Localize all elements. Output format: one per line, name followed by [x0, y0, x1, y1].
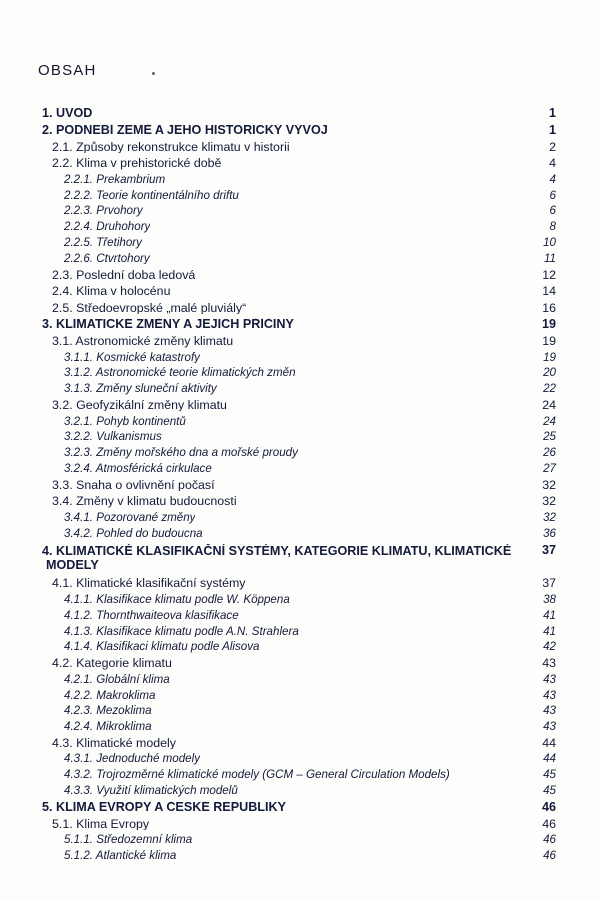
toc-entry-page-number: 1: [548, 106, 556, 121]
toc-entry-label: 4.1.2. Thornthwaiteova klasifikace: [64, 609, 239, 622]
toc-entry-page-number: 46: [543, 833, 556, 847]
toc-entry[interactable]: [38, 815, 556, 832]
toc-entry-label: 4.3. Klimatické modely: [52, 736, 176, 750]
toc-entry[interactable]: [38, 832, 556, 848]
toc-entry[interactable]: [38, 397, 556, 414]
toc-entry[interactable]: [38, 510, 556, 526]
toc-entry[interactable]: [38, 719, 556, 735]
toc-entry-page-number: 41: [543, 624, 556, 638]
toc-entry[interactable]: [38, 283, 556, 300]
toc-entry[interactable]: [38, 592, 556, 608]
toc-entry-label: 2.5. Středoevropské „malé pluviály“: [52, 301, 247, 315]
toc-entry-page-number: 20: [543, 366, 556, 380]
toc-entry-page-number: 46: [543, 848, 556, 862]
toc-entry-page-number: 19: [543, 350, 556, 364]
toc-entry[interactable]: [38, 316, 556, 333]
toc-entry-page-number: 36: [543, 526, 556, 540]
toc-entry[interactable]: [38, 429, 556, 445]
toc-entry-label: 4.3.1. Jednoduché modely: [64, 753, 201, 766]
toc-entry[interactable]: [38, 783, 556, 799]
toc-entry[interactable]: [38, 655, 556, 672]
toc-entry-label-continued: MODELY: [46, 557, 99, 572]
toc-entry[interactable]: [38, 477, 556, 494]
toc-entry-label: 2.4. Klima v holocénu: [52, 285, 171, 298]
toc-entry[interactable]: [38, 526, 556, 542]
toc-entry[interactable]: [38, 333, 556, 350]
toc-entry-page-number: 43: [543, 672, 556, 686]
toc-entry-page-number: 45: [543, 768, 556, 782]
toc-entry-page-number: 25: [543, 430, 556, 444]
toc-entry[interactable]: [38, 735, 556, 752]
toc-entry[interactable]: [38, 767, 556, 783]
toc-entry-page-number: 16: [542, 300, 556, 315]
toc-entry-page-number: 43: [542, 656, 556, 671]
toc-entry[interactable]: [38, 300, 556, 317]
toc-entry-page-number: 44: [543, 752, 556, 766]
toc-entry[interactable]: [38, 219, 556, 235]
toc-entry[interactable]: [38, 608, 556, 624]
toc-entry[interactable]: [38, 105, 556, 122]
toc-entry-label: 2.2.6. Čtvrtohory: [64, 252, 150, 265]
toc-entry[interactable]: [38, 541, 556, 575]
toc-entry-label: 4.2.2. Makroklima: [64, 689, 156, 702]
toc-entry-page-number: 10: [543, 235, 556, 249]
toc-entry-label: 2. PODNEBÍ ZEMĚ A JEHO HISTORICKÝ VÝVOJ: [42, 123, 328, 137]
toc-entry[interactable]: [38, 266, 556, 283]
toc-entry-label: 3.2.3. Změny mořského dna a mořské proudy: [64, 447, 298, 459]
toc-entry-page-number: 38: [543, 593, 556, 606]
toc-entry-label: 3.2.1. Pohyb kontinentů: [64, 415, 186, 428]
toc-entry-label: 3.4.1. Pozorované změny: [64, 511, 196, 524]
toc-entry-label: 3.2. Geofyzikální změny klimatu: [52, 399, 227, 412]
toc-entry-page-number: 19: [542, 334, 556, 349]
toc-entry[interactable]: [38, 414, 556, 430]
toc-entry-page-number: 46: [541, 799, 556, 814]
toc-entry-label: 4.2. Kategorie klimatu: [52, 657, 172, 670]
toc-entry-page-number: 19: [541, 317, 556, 332]
toc-entry-label: 5.1. Klima Evropy: [52, 817, 150, 830]
toc-entry-label: 2.3. Poslední doba ledová: [52, 268, 196, 281]
toc-entry[interactable]: [38, 623, 556, 639]
page-title: OBSAH: [38, 62, 97, 79]
toc-entry[interactable]: [38, 235, 556, 251]
toc-entry-label: 3.4. Změny v klimatu budoucnosti: [52, 495, 237, 508]
toc-entry-label: 3.2.4. Atmosférická cirkulace: [64, 462, 212, 475]
toc-entry-page-number: 32: [543, 510, 556, 524]
toc-entry[interactable]: [38, 188, 556, 204]
toc-entry-page-number: 37: [542, 576, 556, 591]
toc-entry-page-number: 27: [543, 461, 556, 475]
toc-entry-page-number: 6: [549, 188, 556, 202]
toc-entry-label: 2.2. Klima v prehistorické době: [52, 157, 222, 170]
toc-entry-label: 4.1.4. Klasifikaci klimatu podle Alisova: [64, 641, 260, 653]
toc-entry-page-number: 6: [549, 204, 556, 218]
toc-entry[interactable]: [38, 461, 556, 477]
toc-entry-page-number: 44: [542, 735, 556, 750]
toc-entry[interactable]: [38, 672, 556, 688]
toc-entry-label: 4.1.3. Klasifikace klimatu podle A.N. Strahlera: [64, 625, 299, 638]
toc-entry-label: 3.1. Astronomické změny klimatu: [52, 335, 234, 348]
toc-entry-page-number: 32: [542, 477, 556, 492]
toc-entry-page-number: 2: [549, 139, 556, 154]
toc-entry-page-number: 46: [542, 816, 556, 831]
toc-entry-page-number: 22: [543, 382, 556, 396]
toc-entry[interactable]: [38, 799, 556, 816]
toc-entry-page-number: 43: [543, 704, 556, 718]
toc-entry-label: 2.2.3. Prvohory: [64, 205, 143, 217]
toc-entry[interactable]: [38, 687, 556, 703]
toc-entry-page-number: 37: [541, 542, 556, 557]
toc-entry-label: 3.3. Snaha o ovlivnění počasí: [52, 478, 215, 492]
toc-entry-label: 4. KLIMATICKÉ KLASIFIKAČNÍ SYSTÉMY, KATEGORIE KLIMATU, KLIMATICKÉ MODELY: [42, 543, 512, 572]
toc-entry-page-number: 45: [543, 784, 556, 797]
toc-entry-label: 2.2.2. Teorie kontinentálního driftu: [64, 189, 239, 202]
toc-entry-page-number: 43: [543, 688, 556, 702]
toc-entry-label: 3.1.2. Astronomické teorie klimatických změn: [64, 367, 296, 380]
toc-entry-label: 3. KLIMATICKÉ ZMĚNY A JEJICH PŘÍČINY: [42, 318, 294, 331]
toc-entry-label: 2.2.5. Třetihory: [64, 236, 142, 249]
toc-entry[interactable]: [38, 639, 556, 655]
toc-entry-page-number: 26: [543, 446, 556, 460]
toc-entry[interactable]: [38, 122, 556, 139]
toc-entry[interactable]: [38, 155, 556, 172]
toc-entry-label: 3.4.2. Pohled do budoucna: [64, 527, 203, 540]
toc-entry-label: 4.2.3. Mezoklima: [64, 705, 152, 717]
toc-entry[interactable]: [38, 848, 556, 864]
toc-entry-page-number: 8: [549, 220, 556, 234]
toc-entry-page-number: 32: [542, 494, 556, 509]
toc-entry[interactable]: [38, 203, 556, 219]
toc-entry-page-number: 41: [543, 608, 556, 622]
toc-entry[interactable]: [38, 365, 556, 381]
toc-entry-page-number: 14: [542, 284, 556, 299]
toc-entry-label: 5. KLIMA EVROPY A ČESKÉ REPUBLIKY: [42, 800, 286, 814]
toc-entry-page-number: 24: [542, 398, 556, 413]
toc-entry-label: 4.2.1. Globální klima: [64, 673, 170, 686]
toc-entry-label: 1. ÚVOD: [42, 107, 93, 120]
toc-entry-page-number: 4: [549, 172, 556, 186]
toc-entry-label: 3.1.1. Kosmické katastrofy: [64, 351, 200, 364]
toc-entry-label: 4.1.1. Klasifikace klimatu podle W. Köppena: [64, 594, 290, 606]
toc-entry-page-number: 12: [542, 267, 556, 282]
toc-entry-page-number: 11: [543, 251, 556, 265]
toc-entry-label: 5.1.2. Atlantické klima: [64, 849, 177, 862]
toc-entry[interactable]: [38, 172, 556, 188]
toc-entry-page-number: 4: [549, 156, 556, 171]
table-of-contents: [38, 105, 556, 864]
toc-entry-label: 2.2.1. Prekambrium: [64, 173, 166, 186]
toc-entry[interactable]: [38, 575, 556, 592]
toc-entry[interactable]: [38, 139, 556, 156]
toc-entry-label: 2.1. Způsoby rekonstrukce klimatu v historii: [52, 140, 290, 154]
toc-entry-page-number: 43: [543, 720, 556, 734]
toc-entry-label: 5.1.1. Středozemní klima: [64, 834, 193, 846]
stray-ink-dot: [152, 72, 155, 75]
toc-entry[interactable]: [38, 445, 556, 461]
toc-entry-label: 3.1.3. Změny sluneční aktivity: [64, 383, 217, 395]
toc-entry-label: 4.1. Klimatické klasifikační systémy: [52, 577, 246, 590]
toc-entry[interactable]: [38, 703, 556, 719]
toc-entry-page-number: 24: [543, 414, 556, 428]
toc-entry-label: 4.3.3. Využití klimatických modelů: [64, 785, 238, 797]
toc-entry-label: 4.3.2. Trojrozměrné klimatické modely (GCM – General Circulation Models): [64, 769, 450, 781]
toc-entry-label: 3.2.2. Vulkanismus: [64, 431, 162, 443]
toc-entry[interactable]: [38, 381, 556, 397]
toc-entry-label: 2.2.4. Druhohory: [64, 221, 151, 233]
toc-entry[interactable]: [38, 493, 556, 510]
toc-entry[interactable]: [38, 251, 556, 267]
toc-entry-page-number: 1: [548, 122, 556, 137]
toc-entry-label: 4.2.4. Mikroklima: [64, 721, 152, 733]
toc-entry[interactable]: [38, 350, 556, 366]
toc-entry-page-number: 42: [543, 640, 556, 654]
toc-entry[interactable]: [38, 751, 556, 767]
